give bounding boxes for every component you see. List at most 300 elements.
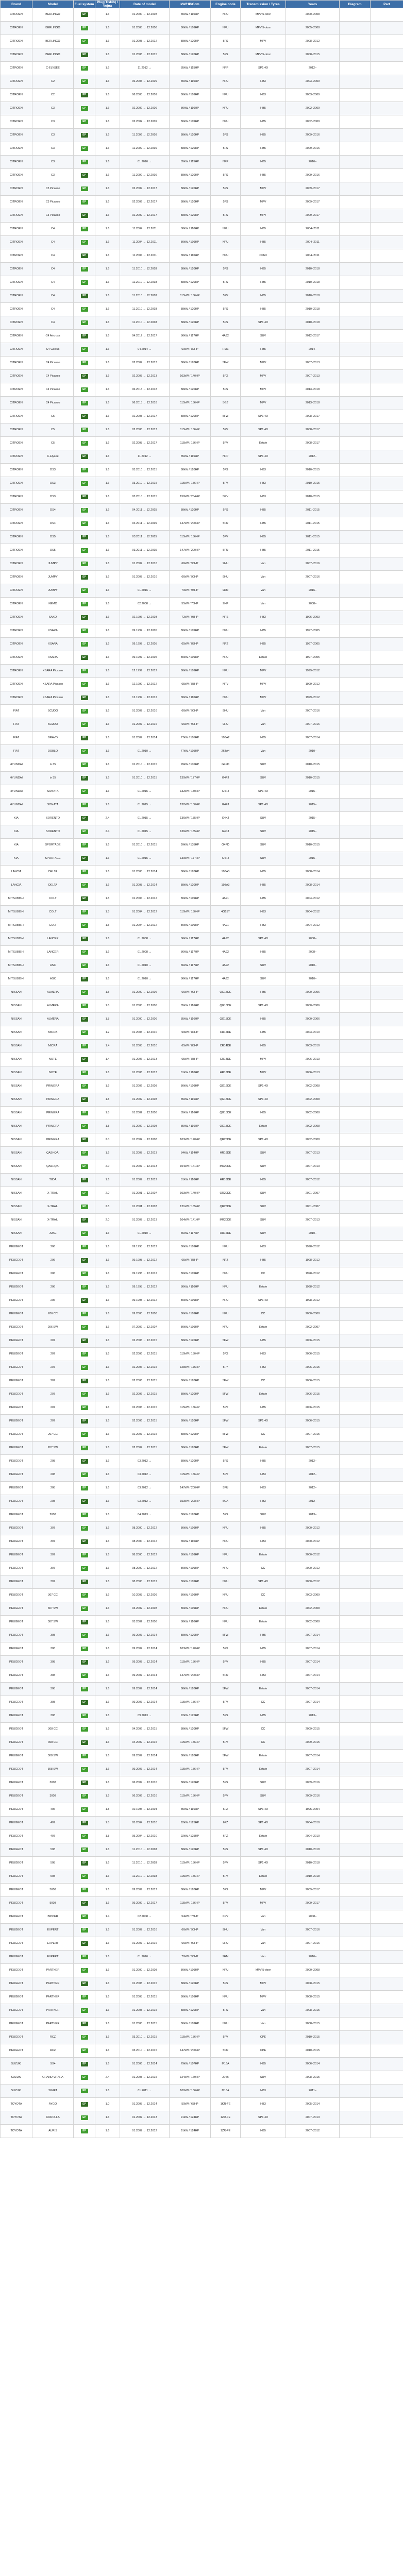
date-cell: 09.2007 → 12.2014 xyxy=(120,1669,170,1683)
diagram-cell xyxy=(340,330,371,343)
model-cell: QASHQAI xyxy=(32,1147,74,1160)
table-row xyxy=(1,1629,403,1642)
body-type-cell: SP1 4D xyxy=(241,1575,286,1589)
power-cell: 70kW / 95HP xyxy=(170,1951,211,1964)
date-cell: 11.2004 → 12.2011 xyxy=(120,223,170,236)
displacement-cell: 1.6 xyxy=(95,1977,120,1991)
engine-code-cell: 5FS xyxy=(211,2004,241,2018)
fuel-system-badge: EP xyxy=(81,1647,88,1651)
brand-cell: PEUGEOT xyxy=(1,1857,32,1870)
years-cell: 2006–2015 xyxy=(286,1334,340,1348)
date-cell: 12.1999 → 12.2012 xyxy=(120,691,170,705)
engine-code-cell: M16A xyxy=(211,2058,241,2071)
model-cell: 208 xyxy=(32,1455,74,1468)
date-cell: 04.2014 → xyxy=(120,343,170,357)
engine-code-cell: 198A3 xyxy=(211,866,241,879)
years-cell: 2009–2017 xyxy=(286,182,340,196)
part-cell xyxy=(371,1817,403,1830)
engine-code-cell: 5FW xyxy=(211,1375,241,1388)
fuel-system-cell xyxy=(74,1401,95,1415)
diagram-cell xyxy=(340,1817,371,1830)
table-row xyxy=(1,973,403,986)
diagram-cell xyxy=(340,1884,371,1897)
body-type-cell: HB5 xyxy=(241,303,286,316)
years-cell: 2011–2015 xyxy=(286,517,340,531)
diagram-cell xyxy=(340,758,371,772)
displacement-cell: 1.6 xyxy=(95,785,120,799)
fuel-system-cell xyxy=(74,1026,95,1040)
fuel-system-badge: EP xyxy=(81,709,88,714)
date-cell: 02.2007 → 12.2013 xyxy=(120,370,170,383)
part-cell xyxy=(371,2058,403,2071)
model-cell: 308 CC xyxy=(32,1723,74,1736)
date-cell: 02.2008 → xyxy=(120,1910,170,1924)
engine-code-cell: NFU xyxy=(211,1308,241,1321)
displacement-cell: 2.0 xyxy=(95,1214,120,1227)
table-row xyxy=(1,1066,403,1080)
model-cell: DS4 xyxy=(32,504,74,517)
table-row xyxy=(1,423,403,437)
power-cell: 88kW / 120HP xyxy=(170,464,211,477)
date-cell: 09.2007 → 12.2014 xyxy=(120,1683,170,1696)
table-row xyxy=(1,1964,403,1977)
table-row xyxy=(1,22,403,35)
part-cell xyxy=(371,437,403,450)
table-row xyxy=(1,1602,403,1616)
fuel-system-badge: EP xyxy=(81,173,88,178)
diagram-cell xyxy=(340,1683,371,1696)
years-cell: 2007–2016 xyxy=(286,718,340,732)
power-cell: 110kW / 150HP xyxy=(170,906,211,919)
date-cell: 02.2007 → 12.2013 xyxy=(120,357,170,370)
fuel-system-cell xyxy=(74,423,95,437)
model-cell: SAXO xyxy=(32,611,74,624)
fuel-system-cell xyxy=(74,852,95,866)
fuel-system-cell xyxy=(74,584,95,598)
body-type-cell: SP1 4D xyxy=(241,423,286,437)
engine-code-cell: 5FS xyxy=(211,1843,241,1857)
engine-code-cell: NFU xyxy=(211,691,241,705)
displacement-cell: 1.6 xyxy=(95,343,120,357)
model-cell: C3 Picasso xyxy=(32,196,74,209)
fuel-system-cell xyxy=(74,906,95,919)
brand-cell: PEUGEOT xyxy=(1,1442,32,1455)
displacement-cell: 1.5 xyxy=(95,919,120,933)
fuel-system-badge: EP xyxy=(81,682,88,687)
table-row xyxy=(1,517,403,531)
fuel-system-badge: EP xyxy=(81,1365,88,1370)
table-row xyxy=(1,330,403,343)
fuel-system-badge: EP xyxy=(81,334,88,338)
years-cell: 2016– xyxy=(286,1951,340,1964)
body-type-cell: SP1 4D xyxy=(241,933,286,946)
date-cell: 11.2010 → 12.2018 xyxy=(120,316,170,330)
brand-cell: CITROEN xyxy=(1,62,32,75)
body-type-cell: HB5 xyxy=(241,169,286,182)
displacement-cell: 1.6 xyxy=(95,464,120,477)
years-cell: 2001–2007 xyxy=(286,1200,340,1214)
diagram-cell xyxy=(340,624,371,638)
brand-cell: PEUGEOT xyxy=(1,1549,32,1562)
years-cell: 1996–2003 xyxy=(286,611,340,624)
fuel-system-badge: EP xyxy=(81,1740,88,1745)
fuel-system-cell xyxy=(74,397,95,410)
date-cell: 06.2003 → 12.2009 xyxy=(120,89,170,102)
engine-code-cell: NFU xyxy=(211,1991,241,2004)
years-cell: 2010–2018 xyxy=(286,290,340,303)
table-row xyxy=(1,142,403,156)
brand-cell: CITROEN xyxy=(1,397,32,410)
power-cell: 88kW / 120HP xyxy=(170,1334,211,1348)
power-cell: 128kW / 175HP xyxy=(170,1361,211,1375)
diagram-cell xyxy=(340,1455,371,1468)
years-cell: 2008–2015 xyxy=(286,2018,340,2031)
fuel-system-cell xyxy=(74,2018,95,2031)
years-cell: 2011–2015 xyxy=(286,504,340,517)
displacement-cell: 1.6 xyxy=(95,75,120,89)
part-cell xyxy=(371,584,403,598)
power-cell: 80kW / 109HP xyxy=(170,1991,211,2004)
engine-code-cell: NFP xyxy=(211,156,241,169)
table-row xyxy=(1,785,403,799)
displacement-cell: 1.6 xyxy=(95,1589,120,1602)
engine-code-cell: G4KJ xyxy=(211,812,241,825)
part-cell xyxy=(371,1629,403,1642)
table-row xyxy=(1,584,403,598)
table-row xyxy=(1,1133,403,1147)
fuel-system-badge: EP xyxy=(81,923,88,928)
years-cell: 2010–2018 xyxy=(286,1870,340,1884)
body-type-cell: SP1 4D xyxy=(241,999,286,1013)
table-row xyxy=(1,1415,403,1428)
displacement-cell: 1.6 xyxy=(95,1642,120,1656)
body-type-cell: Van xyxy=(241,1937,286,1951)
fuel-system-cell xyxy=(74,276,95,290)
displacement-cell: 1.6 xyxy=(95,799,120,812)
brand-cell: PEUGEOT xyxy=(1,1589,32,1602)
brand-cell: PEUGEOT xyxy=(1,1951,32,1964)
body-type-cell: Estate xyxy=(241,1442,286,1455)
engine-code-cell: 5FV xyxy=(211,1763,241,1776)
diagram-cell xyxy=(340,1254,371,1267)
fuel-system-badge: EP xyxy=(81,1151,88,1156)
years-cell: 2007–2014 xyxy=(286,1629,340,1642)
displacement-cell: 1.6 xyxy=(95,1549,120,1562)
body-type-cell: MPV 5-door xyxy=(241,8,286,22)
years-cell: 2004–2011 xyxy=(286,236,340,249)
model-cell: SONATA xyxy=(32,785,74,799)
brand-cell: PEUGEOT xyxy=(1,1468,32,1482)
engine-code-cell: QG15DE xyxy=(211,986,241,999)
power-cell: 60kW / 82HP xyxy=(170,343,211,357)
displacement-cell: 1.6 xyxy=(95,169,120,182)
body-type-cell: SUV xyxy=(241,1187,286,1200)
part-cell xyxy=(371,1562,403,1575)
date-cell: 01.2006 → 12.2014 xyxy=(120,2058,170,2071)
model-cell: 3008 xyxy=(32,1790,74,1803)
body-type-cell: HB3 xyxy=(241,1495,286,1509)
displacement-cell: 1.6 xyxy=(95,1991,120,2004)
displacement-cell: 1.6 xyxy=(95,1790,120,1803)
diagram-cell xyxy=(340,1308,371,1321)
brand-cell: NISSAN xyxy=(1,1093,32,1107)
diagram-cell xyxy=(340,75,371,89)
power-cell: 70kW / 95HP xyxy=(170,584,211,598)
fuel-system-cell xyxy=(74,1709,95,1723)
part-cell xyxy=(371,8,403,22)
table-row xyxy=(1,1763,403,1776)
date-cell: 09.2000 → 12.2008 xyxy=(120,1308,170,1321)
table-row xyxy=(1,772,403,785)
power-cell: 59kW / 80HP xyxy=(170,1026,211,1040)
fuel-system-badge: EP xyxy=(81,1499,88,1504)
fuel-system-badge: EP xyxy=(81,696,88,700)
table-row xyxy=(1,1803,403,1817)
displacement-cell: 1.6 xyxy=(95,2111,120,2125)
years-cell: 2014– xyxy=(286,343,340,357)
brand-cell: PEUGEOT xyxy=(1,1602,32,1616)
power-cell: 85kW / 115HP xyxy=(170,156,211,169)
table-row xyxy=(1,557,403,571)
power-cell: 80kW / 109HP xyxy=(170,2018,211,2031)
power-cell: 79kW / 107HP xyxy=(170,2058,211,2071)
date-cell: 02.2006 → 12.2015 xyxy=(120,1388,170,1401)
model-cell: 207 xyxy=(32,1348,74,1361)
brand-cell: NISSAN xyxy=(1,986,32,999)
model-cell: LANCER xyxy=(32,933,74,946)
displacement-cell: 1.2 xyxy=(95,1026,120,1040)
body-type-cell: HB3 xyxy=(241,2084,286,2098)
power-cell: 80kW / 109HP xyxy=(170,1308,211,1321)
model-cell: 307 xyxy=(32,1549,74,1562)
engine-code-cell: 5FS xyxy=(211,1884,241,1897)
body-type-cell: HB5 xyxy=(241,946,286,959)
fuel-system-badge: EP xyxy=(81,1888,88,1892)
part-cell xyxy=(371,383,403,397)
model-cell: SPORTAGE xyxy=(32,852,74,866)
model-cell: 206 CC xyxy=(32,1308,74,1321)
model-cell: C4 Picasso xyxy=(32,370,74,383)
years-cell: 2008–2012 xyxy=(286,35,340,48)
fuel-system-cell xyxy=(74,249,95,263)
displacement-cell: 1.6 xyxy=(95,866,120,879)
model-cell: 207 xyxy=(32,1401,74,1415)
fuel-system-badge: EP xyxy=(81,1258,88,1263)
engine-code-cell: HR16DE xyxy=(211,1174,241,1187)
date-cell: 01.2015 → xyxy=(120,785,170,799)
engine-code-cell: 5FV xyxy=(211,1468,241,1482)
table-row xyxy=(1,1093,403,1107)
power-cell: 115kW / 156HP xyxy=(170,1763,211,1776)
fuel-system-badge: EP xyxy=(81,1205,88,1209)
displacement-cell: 1.6 xyxy=(95,665,120,678)
power-cell: 88kW / 120HP xyxy=(170,1428,211,1442)
brand-cell: CITROEN xyxy=(1,343,32,357)
column-header: Date of model xyxy=(120,1,170,8)
displacement-cell: 1.6 xyxy=(95,1267,120,1281)
brand-cell: PEUGEOT xyxy=(1,1428,32,1442)
engine-code-cell: MR20DE xyxy=(211,1214,241,1227)
date-cell: 03.2012 → xyxy=(120,1495,170,1509)
column-header: Diagram xyxy=(340,1,371,8)
date-cell: 01.2007 → 12.2012 xyxy=(120,1174,170,1187)
model-cell: C4 xyxy=(32,263,74,276)
brand-cell: LANCIA xyxy=(1,866,32,879)
years-cell: 2007–2013 xyxy=(286,1160,340,1174)
engine-code-cell: NFU xyxy=(211,1575,241,1589)
body-type-cell: SP1 4D xyxy=(241,316,286,330)
displacement-cell: 1.6 xyxy=(95,142,120,156)
table-row xyxy=(1,2111,403,2125)
model-cell: 2008 xyxy=(32,1509,74,1522)
fuel-system-cell xyxy=(74,933,95,946)
table-row xyxy=(1,892,403,906)
engine-code-cell: 5FV xyxy=(211,1870,241,1884)
body-type-cell: CC xyxy=(241,1308,286,1321)
engine-code-cell: 5GV xyxy=(211,490,241,504)
part-cell xyxy=(371,1107,403,1120)
body-type-cell: HB5 xyxy=(241,1334,286,1348)
part-cell xyxy=(371,102,403,115)
part-cell xyxy=(371,2098,403,2111)
fuel-system-cell xyxy=(74,1884,95,1897)
power-cell: 80kW / 110HP xyxy=(170,1616,211,1629)
fuel-system-badge: EP xyxy=(81,642,88,647)
displacement-cell: 1.6 xyxy=(95,2018,120,2031)
model-cell: COLT xyxy=(32,919,74,933)
fuel-system-badge: EP xyxy=(81,294,88,298)
brand-cell: PEUGEOT xyxy=(1,1509,32,1522)
years-cell: 2010–2015 xyxy=(286,490,340,504)
engine-code-cell: 5FV xyxy=(211,1790,241,1803)
years-cell: 2009–2016 xyxy=(286,1790,340,1803)
diagram-cell xyxy=(340,1294,371,1308)
date-cell: 04.2013 → xyxy=(120,1509,170,1522)
diagram-cell xyxy=(340,290,371,303)
brand-cell: HYUNDAI xyxy=(1,772,32,785)
displacement-cell: 1.6 xyxy=(95,1281,120,1294)
part-cell xyxy=(371,1642,403,1656)
diagram-cell xyxy=(340,1334,371,1348)
diagram-cell xyxy=(340,1656,371,1669)
date-cell: 01.2008 → 12.2015 xyxy=(120,2071,170,2084)
power-cell: 80kW / 109HP xyxy=(170,1562,211,1575)
power-cell: 85kW / 116HP xyxy=(170,1803,211,1817)
table-row xyxy=(1,1187,403,1200)
displacement-cell: 1.8 xyxy=(95,999,120,1013)
years-cell: 2004–2012 xyxy=(286,919,340,933)
fuel-system-cell xyxy=(74,115,95,129)
body-type-cell: SP1 4D xyxy=(241,799,286,812)
displacement-cell: 1.6 xyxy=(95,946,120,959)
displacement-cell: 1.6 xyxy=(95,2044,120,2058)
fuel-system-badge: EP xyxy=(81,2129,88,2133)
diagram-cell xyxy=(340,1482,371,1495)
part-cell xyxy=(371,1589,403,1602)
years-cell: 2007–2016 xyxy=(286,705,340,718)
date-cell: 01.2010 → 12.2015 xyxy=(120,758,170,772)
power-cell: 77kW / 105HP xyxy=(170,732,211,745)
brand-cell: PEUGEOT xyxy=(1,1281,32,1294)
brand-cell: CITROEN xyxy=(1,89,32,102)
fuel-system-badge: EP xyxy=(81,829,88,834)
engine-code-cell: NFU xyxy=(211,1964,241,1977)
fuel-system-badge: EP xyxy=(81,2075,88,2080)
table-row xyxy=(1,2125,403,2138)
body-type-cell: MPV xyxy=(241,370,286,383)
date-cell: 09.2009 → 12.2017 xyxy=(120,1897,170,1910)
displacement-cell: 1.6 xyxy=(95,1709,120,1723)
date-cell: 01.2008 → 12.2014 xyxy=(120,879,170,892)
fuel-system-badge: EP xyxy=(81,79,88,84)
displacement-cell: 1.6 xyxy=(95,303,120,316)
engine-code-cell: NFU xyxy=(211,115,241,129)
model-cell: 307 xyxy=(32,1522,74,1535)
power-cell: 55kW / 75HP xyxy=(170,598,211,611)
brand-cell: NISSAN xyxy=(1,1013,32,1026)
part-cell xyxy=(371,1535,403,1549)
fuel-system-cell xyxy=(74,1522,95,1535)
table-row xyxy=(1,1575,403,1589)
fuel-system-badge: EP xyxy=(81,1030,88,1035)
fuel-system-cell xyxy=(74,1147,95,1160)
fuel-system-cell xyxy=(74,1723,95,1736)
diagram-cell xyxy=(340,1388,371,1401)
diagram-cell xyxy=(340,357,371,370)
brand-cell: NISSAN xyxy=(1,1107,32,1120)
years-cell: 2006–2015 xyxy=(286,1375,340,1388)
body-type-cell: HB5 xyxy=(241,892,286,906)
date-cell: 01.2015 → xyxy=(120,852,170,866)
model-cell: C3 xyxy=(32,129,74,142)
diagram-cell xyxy=(340,1897,371,1910)
engine-code-cell: CR14DE xyxy=(211,1053,241,1066)
brand-cell: CITROEN xyxy=(1,517,32,531)
diagram-cell xyxy=(340,1080,371,1093)
part-cell xyxy=(371,276,403,290)
body-type-cell: HB5 xyxy=(241,223,286,236)
date-cell: 03.2011 → 12.2015 xyxy=(120,531,170,544)
part-cell xyxy=(371,182,403,196)
brand-cell: CITROEN xyxy=(1,22,32,35)
date-cell: 02.2007 → 12.2015 xyxy=(120,1442,170,1455)
table-row xyxy=(1,48,403,62)
power-cell: 115kW / 156HP xyxy=(170,1468,211,1482)
engine-code-cell: G4FJ xyxy=(211,772,241,785)
diagram-cell xyxy=(340,1267,371,1281)
displacement-cell: 1.6 xyxy=(95,8,120,22)
fuel-system-badge: EP xyxy=(81,1218,88,1223)
diagram-cell xyxy=(340,1093,371,1107)
diagram-cell xyxy=(340,1736,371,1750)
brand-cell: CITROEN xyxy=(1,477,32,490)
fuel-system-badge: EP xyxy=(81,843,88,848)
engine-code-cell: 5FS xyxy=(211,196,241,209)
engine-code-cell: 263A4 xyxy=(211,745,241,758)
power-cell: 80kW / 110HP xyxy=(170,691,211,705)
table-row xyxy=(1,1442,403,1455)
table-row xyxy=(1,825,403,839)
brand-cell: PEUGEOT xyxy=(1,2044,32,2058)
part-cell xyxy=(371,1321,403,1334)
body-type-cell: SUV xyxy=(241,852,286,866)
displacement-cell: 1.6 xyxy=(95,1294,120,1308)
table-row xyxy=(1,1616,403,1629)
diagram-cell xyxy=(340,8,371,22)
body-type-cell: MPV xyxy=(241,1991,286,2004)
table-row xyxy=(1,906,403,919)
brand-cell: CITROEN xyxy=(1,316,32,330)
